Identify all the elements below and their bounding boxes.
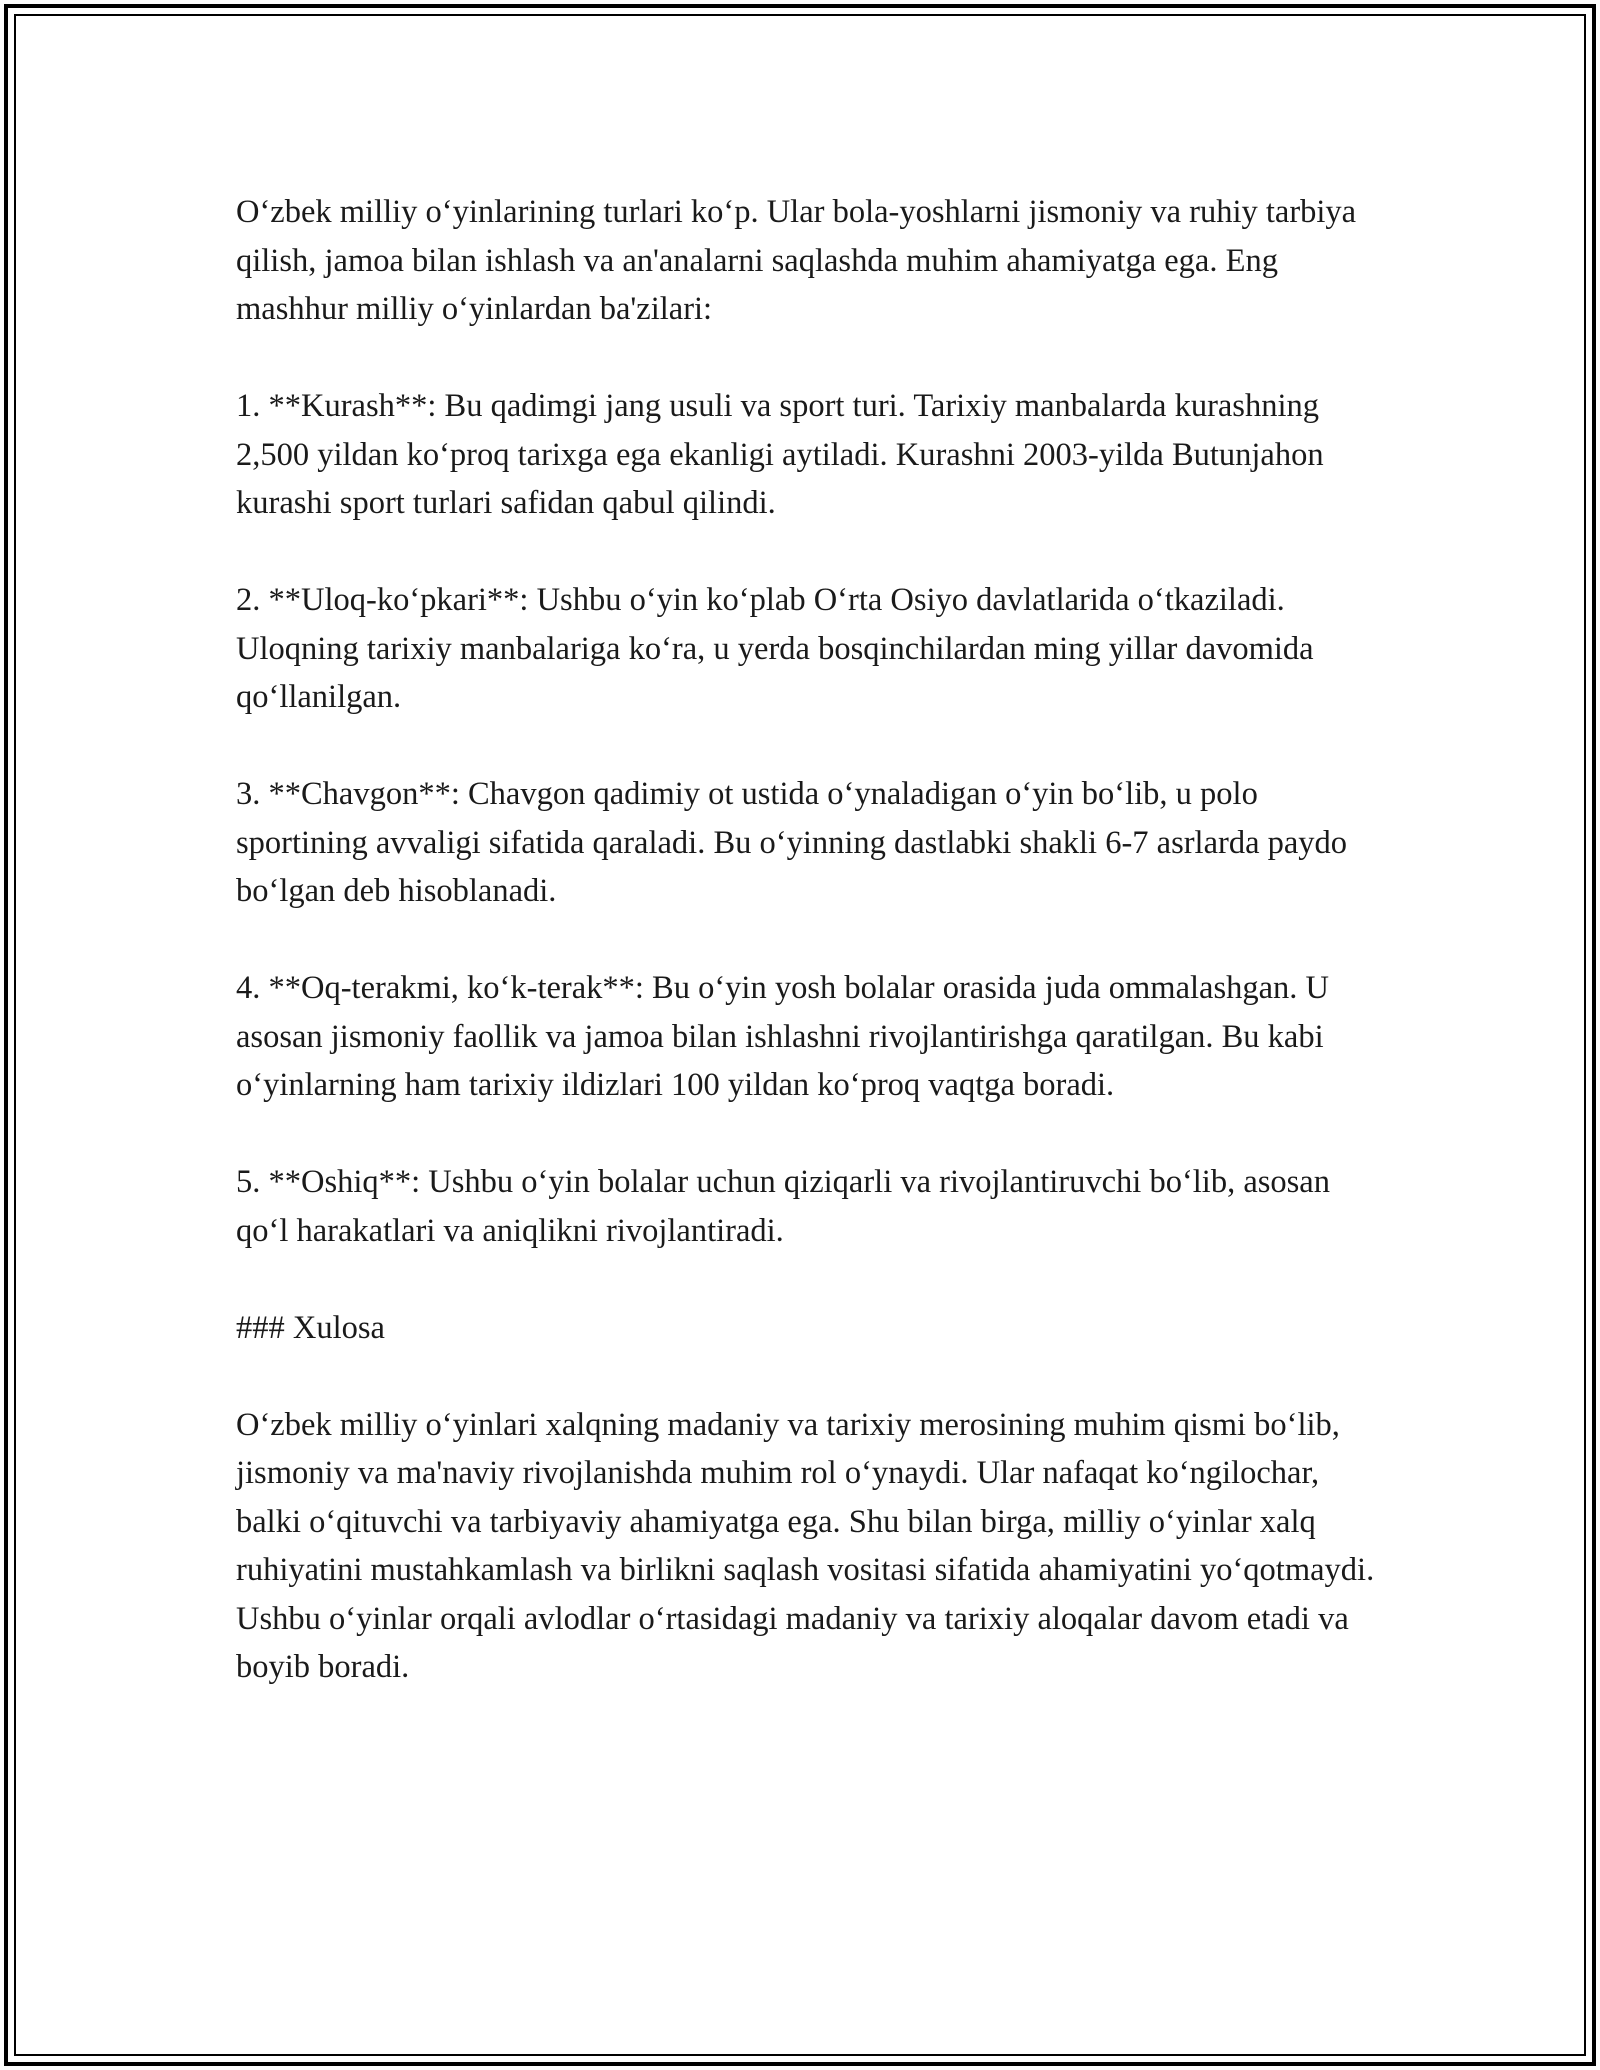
conclusion-heading: ### Xulosa (236, 1309, 385, 1346)
intro-paragraph: O‘zbek milliy o‘yinlarining turlari ko‘p. Ular bola-yoshlarni jismoniy va ruhiy tarbiya qilish, jamoa bilan ishlash va an'analarni saqlashda muhim ahamiyatga ega. Eng mashhur milliy o‘yinlardan ba'zilari: (236, 194, 1357, 327)
list-item-kurash: 1. **Kurash**: Bu qadimgi jang usuli va sport turi. Tarixiy manbalarda kurashning 2,500 yildan ko‘proq tarixga ega ekanligi aytiladi. Kurashni 2003-yilda Butunjahon kurashi sport turlari safidan qabul qilindi. (236, 388, 1324, 521)
list-item-chavgon: 3. **Chavgon**: Chavgon qadimiy ot ustida o‘ynaladigan o‘yin bo‘lib, u polo sportining avvaligi sifatida qaraladi. Bu o‘yinning dastlabki shakli 6-7 asrlarda paydo bo‘lgan deb hisoblanadi. (236, 776, 1348, 909)
list-item-uloq-kopkari: 2. **Uloq-ko‘pkari**: Ushbu o‘yin ko‘plab O‘rta Osiyo davlatlarida o‘tkaziladi. Uloqning tarixiy manbalariga ko‘ra, u yerda bosqinchilardan ming yillar davomida qo‘llanilgan. (236, 582, 1314, 715)
document-body (236, 188, 1382, 1692)
list-item-oq-terakmi: 4. **Oq-terakmi, ko‘k-terak**: Bu o‘yin yosh bolalar orasida juda ommalashgan. U asosan jismoniy faollik va jamoa bilan ishlashni rivojlantirishga qaratilgan. Bu kabi o‘yinlarning ham tarixiy ildizlari 100 yildan ko‘proq vaqtga boradi. (236, 970, 1330, 1103)
list-item-oshiq: 5. **Oshiq**: Ushbu o‘yin bolalar uchun qiziqarli va rivojlantiruvchi bo‘lib, asosan qo‘l harakatlari va aniqlikni rivojlantiradi. (236, 1164, 1330, 1249)
conclusion-paragraph: O‘zbek milliy o‘yinlari xalqning madaniy va tarixiy merosining muhim qismi bo‘lib, jismoniy va ma'naviy rivojlanishda muhim rol o‘ynaydi. Ular nafaqat ko‘ngilochar, balki o‘qituvchi va tarbiyaviy ahamiyatga ega. Shu bilan birga, milliy o‘yinlar xalq ruhiyatini mustahkamlash va birlikni saqlash vositasi sifatida ahamiyatini yo‘qotmaydi. Ushbu o‘yinlar orqali avlodlar o‘rtasidagi madaniy va tarixiy aloqalar davom etadi va boyib boradi. (236, 1406, 1375, 1685)
